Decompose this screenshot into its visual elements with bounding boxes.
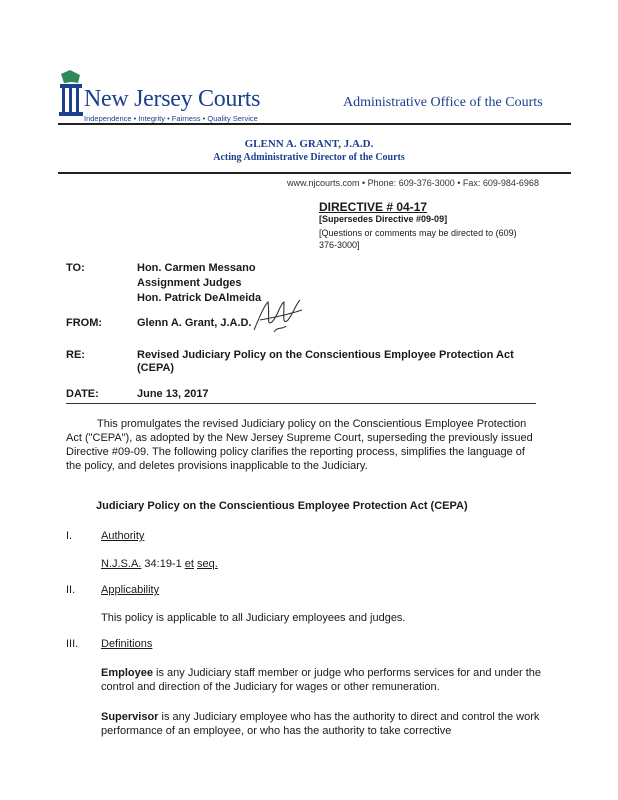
intro-text: This promulgates the revised Judiciary policy on the Conscientious Employee Protection Act ("CEPA"), as adopted by the New Jersey Supreme Court, superseding the previously issued Directive #09-09. The following policy clarifies the reporting process, simplifies the language of the policy, and deletes provisions inapplicable to the Judiciary. — [66, 418, 533, 472]
section-2-title: Applicability — [101, 584, 160, 596]
intro-paragraph — [66, 417, 536, 473]
to-line-3: Hon. Patrick DeAlmeida — [137, 292, 262, 304]
definition-employee — [101, 666, 541, 694]
section-2-number: II. — [66, 584, 76, 596]
applicability-text: This policy is applicable to all Judiciary employees and judges. — [101, 612, 406, 624]
policy-heading: Judiciary Policy on the Conscientious Employee Protection Act (CEPA) — [96, 500, 468, 512]
contact-divider — [58, 172, 571, 174]
from-label: FROM: — [66, 317, 103, 329]
directive-number: DIRECTIVE # 04-17 — [319, 200, 428, 214]
employee-term: Employee — [101, 667, 153, 679]
questions-note: [Questions or comments may be directed to (609) 376-3000] — [319, 228, 517, 250]
office-name: Administrative Office of the Courts — [343, 95, 543, 110]
header-divider — [58, 123, 571, 125]
section-1-title: Authority — [101, 530, 145, 542]
section-3-title: Definitions — [101, 638, 153, 650]
supervisor-definition: is any Judiciary employee who has the authority to direct and control the work performance of an employee, or who has the authority to take corrective — [101, 711, 540, 737]
logo-name: New Jersey Courts — [84, 86, 261, 112]
supervisor-term: Supervisor — [101, 711, 159, 723]
memo-divider — [66, 403, 536, 404]
logo-tagline: Independence • Integrity • Fairness • Quality Service — [84, 114, 258, 123]
re-label: RE: — [66, 349, 85, 361]
to-label: TO: — [66, 262, 85, 274]
contact-line: www.njcourts.com • Phone: 609-376-3000 • Fax: 609-984-6968 — [287, 178, 539, 188]
seq-text: seq. — [197, 558, 218, 570]
signature — [250, 296, 306, 338]
date-value: June 13, 2017 — [137, 388, 209, 400]
definition-supervisor — [101, 710, 541, 738]
director-title: Acting Administrative Director of the Courts — [213, 152, 405, 163]
date-label: DATE: — [66, 388, 99, 400]
authority-citation — [101, 557, 541, 571]
re-value: Revised Judiciary Policy on the Conscientious Employee Protection Act (CEPA) — [137, 349, 514, 374]
statute-abbrev: N.J.S.A. — [101, 558, 142, 570]
et-text: et — [184, 558, 194, 570]
supersedes-note: [Supersedes Directive #09-09] — [319, 214, 448, 224]
employee-definition: is any Judiciary staff member or judge who performs services for and under the control and direction of the Judiciary for wages or other remuneration. — [101, 667, 541, 693]
from-value: Glenn A. Grant, J.A.D. — [137, 317, 252, 329]
to-line-2: Assignment Judges — [137, 277, 242, 289]
nj-courts-logo-icon — [58, 70, 84, 122]
statute-number: 34:19-1 — [144, 558, 182, 570]
to-line-1: Hon. Carmen Messano — [137, 262, 256, 274]
director-name: GLENN A. GRANT, J.A.D. — [244, 138, 374, 150]
section-3-number: III. — [66, 638, 79, 650]
section-1-number: I. — [66, 530, 73, 542]
